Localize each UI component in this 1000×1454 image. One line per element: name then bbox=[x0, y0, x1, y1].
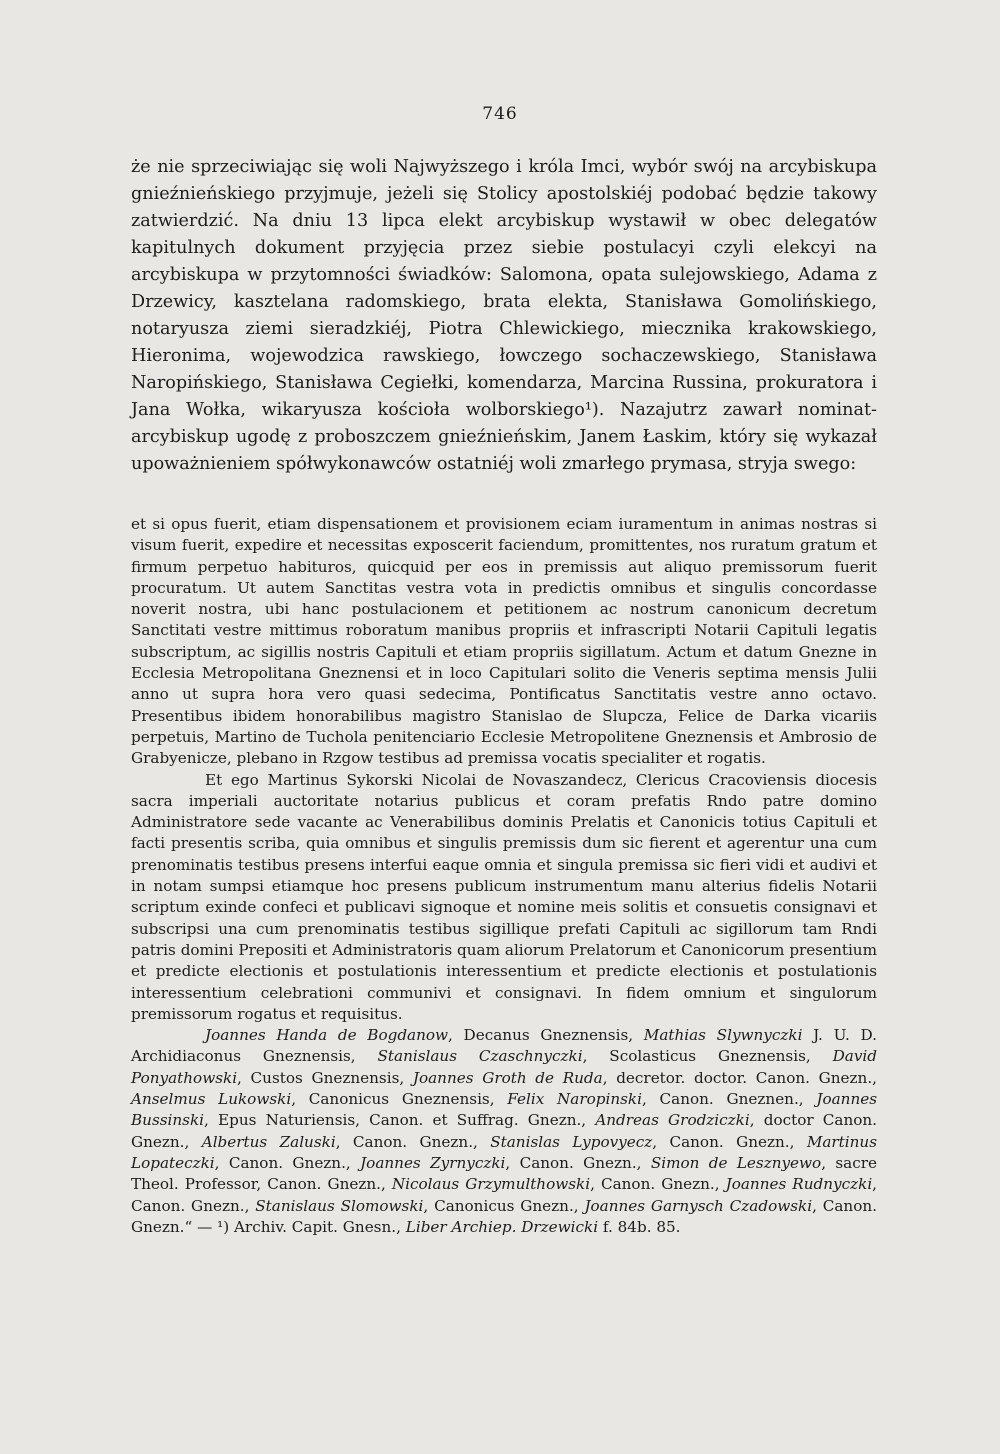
signatory-role: , Canon. Gnezn., bbox=[131, 1175, 877, 1215]
notary-paragraph: Et ego Martinus Sykorski Nicolai de Novaszandecz, Clericus Cracoviensis diocesis sacra imperiali auctoritate notarius publicus et coram prefatis Rndo patre domino Administratore sede vacante ac Venerabilibus dominis Prelatis et Canonicis totius Capituli et facti presentis scriba, quia omnibus et singulis premissis dum sic fierent et agerentur una cum prenominatis testibus presens interfui eaque omnia et singula premissa sic fieri vidi et audivi et in notam sumpsi etiamque hoc presens publicum instrumentum manu alterius fidelis Notarii scriptum exinde confeci et publicavi signoque et nomine meis solitis et consuetis consignavi et subscripsi una cum prenominatis testibus sigillique prefati Capituli ac sigillorum tam Rndi patris domini Prepositi et Administratoris quam aliorum Prelatorum et Canonicorum presentium et predicte electionis et postulationis interessentium et predicte electionis et postulationis interessentium celebrationi communivi et consignavi. In fidem omnium et singulorum premissorum rogatus et requisitus. bbox=[131, 770, 877, 1023]
signatory-name: Joannes Rudnyczki bbox=[725, 1175, 873, 1194]
signatory-role: , Decanus Gneznensis, bbox=[448, 1026, 644, 1045]
signatory-name: Martinus Lopateczki bbox=[131, 1132, 877, 1172]
footnote-suffix: f. 84b. 85. bbox=[598, 1217, 681, 1236]
signatory-role: , Canon. Gnezn., bbox=[590, 1175, 726, 1194]
signatory-role: , Canon. Gnezn., bbox=[214, 1153, 361, 1172]
signatory-name: Joannes Handa de Bogdanow bbox=[205, 1026, 449, 1045]
signatory-role: , Canonicus Gnezn., bbox=[423, 1196, 585, 1215]
signatory-name: Joannes Garnysch Czadowski bbox=[584, 1196, 813, 1215]
signatory-role: , Canonicus Gneznensis, bbox=[291, 1090, 508, 1109]
bleed-through-text bbox=[110, 480, 880, 496]
signatory-name: Stanislaus Czaschnyczki bbox=[377, 1047, 583, 1066]
page-number: 746 bbox=[482, 104, 518, 124]
signatory-role: , Canon. Gnezn., bbox=[505, 1153, 651, 1172]
signatory-name: David Ponyathowski bbox=[131, 1047, 877, 1087]
footnote-prefix: ¹) Archiv. Capit. Gnesn., bbox=[217, 1217, 406, 1236]
signatures-paragraph bbox=[131, 1025, 877, 1238]
signatory-role: , Canon. Gnezn., bbox=[652, 1132, 807, 1151]
signatory-name: Joannes Bussinski bbox=[131, 1090, 878, 1130]
signatory-role: , Canon. Gnezn., bbox=[335, 1132, 491, 1151]
signatory-name: Stanislaus Slomowski bbox=[255, 1196, 424, 1215]
latin-quotation bbox=[131, 514, 877, 1238]
signatory-name: Mathias Slywnyczki bbox=[643, 1026, 803, 1045]
signatory-role: , Canon. Gnezn.“ — bbox=[131, 1196, 877, 1236]
signatory-name: Stanislas Lypovyecz bbox=[490, 1132, 653, 1151]
quote-paragraph: et si opus fuerit, etiam dispensationem et provisionem eciam iuramentum in animas nostras si visum fuerit, expedire et necessitas exposcerit faciendum, promittentes, nos ruratum gratum et firmum perpetuo habituros, quicquid per eos in premissis aut aliquo premissorum fuerit procuratum. Ut autem Sanctitas vestra vota in predictis omnibus et singulis concordasse noverit nostra, ubi hanc postulacionem et petitionem ac nostrum canonicum decretum Sanctitati vestre mittimus roboratum manibus propriis et infrascripti Notarii Capituli legatis subscriptum, ac sigillis nostris Capituli et etiam propriis sigillatum. Actum et datum Gnezne in Ecclesia Metropolitana Gneznensi et in loco Capitulari solito die Veneris septima mensis Julii anno ut supra hora vero quasi sedecima, Pontificatus Sanctitatis vestre anno octavo. Presentibus ibidem honorabilibus magistro Stanislao de Slupcza, Felice de Darka vicariis perpetuis, Martino de Tuchola penitenciario Ecclesie Metropolitene Gneznensis et Ambrosio de Grabyenicze, plebano in Rzgow testibus ad premissa vocatis specialiter et rogatis. bbox=[131, 515, 877, 768]
signatory-name: Nicolaus Grzymulthowski bbox=[391, 1175, 591, 1194]
signatory-name: Anselmus Lukowski bbox=[131, 1090, 292, 1109]
signatory-name: Felix Naropinski bbox=[507, 1090, 642, 1109]
signatory-name: Simon de Lesznyewo bbox=[650, 1153, 822, 1172]
signatory-role: , Epus Naturiensis, Canon. et Suffrag. Gnezn., bbox=[204, 1111, 596, 1130]
signatory-role: , Canon. Gneznen., bbox=[641, 1090, 817, 1109]
signatory-name: Andreas Grodziczki bbox=[595, 1111, 750, 1130]
signatory-role: , decretor. doctor. Canon. Gnezn., bbox=[602, 1068, 877, 1087]
footnote-title: Liber Archiep. Drzewicki bbox=[405, 1217, 599, 1236]
signatory-role: , sacre Theol. Professor, Canon. Gnezn., bbox=[131, 1153, 877, 1194]
signatory-role: , Scolasticus Gneznensis, bbox=[582, 1047, 833, 1066]
signatory-role: J. U. D. Archidiaconus Gneznensis, bbox=[131, 1026, 877, 1066]
signatory-name: Joannes Groth de Ruda bbox=[412, 1068, 603, 1087]
signatory-role: , doctor Canon. Gnezn., bbox=[131, 1111, 878, 1151]
signatory-name: Joannes Zyrnyczki bbox=[360, 1153, 506, 1172]
signatory-name: Albertus Zaluski bbox=[201, 1132, 336, 1151]
main-paragraph: że nie sprzeciwiając się woli Najwyższego i króla Imci, wybór swój na arcybiskupa gnieźnieńskiego przyjmuje, jeżeli się Stolicy apostolskiéj podobać będzie takowy zatwierdzić. Na dniu 13 lipca elekt arcybiskup wystawił w obec delegatów kapitulnych dokument przyjęcia przez siebie postulacyi czyli elekcyi na arcybiskupa w przytomności świadków: Salomona, opata sulejowskiego, Adama z Drzewicy, kasztelana radomskiego, brata elekta, Stanisława Gomolińskiego, notaryusza ziemi sieradzkiéj, Piotra Chlewickiego, miecznika krakowskiego, Hieronima, wojewodzica rawskiego, łowczego sochaczewskiego, Stanisława Naropińskiego, Stanisława Cegiełki, komendarza, Marcina Russina, prokuratora i Jana Wołka, wikaryusza kościoła wolborskiego¹). Nazajutrz zawarł nominat-arcybiskup ugodę z proboszczem gnieźnieńskim, Janem Łaskim, który się wykazał upoważnieniem spółwykonawców ostatniéj woli zmarłego prymasa, stryja swego: bbox=[131, 157, 877, 474]
signatory-role: , Custos Gneznensis, bbox=[237, 1068, 413, 1087]
